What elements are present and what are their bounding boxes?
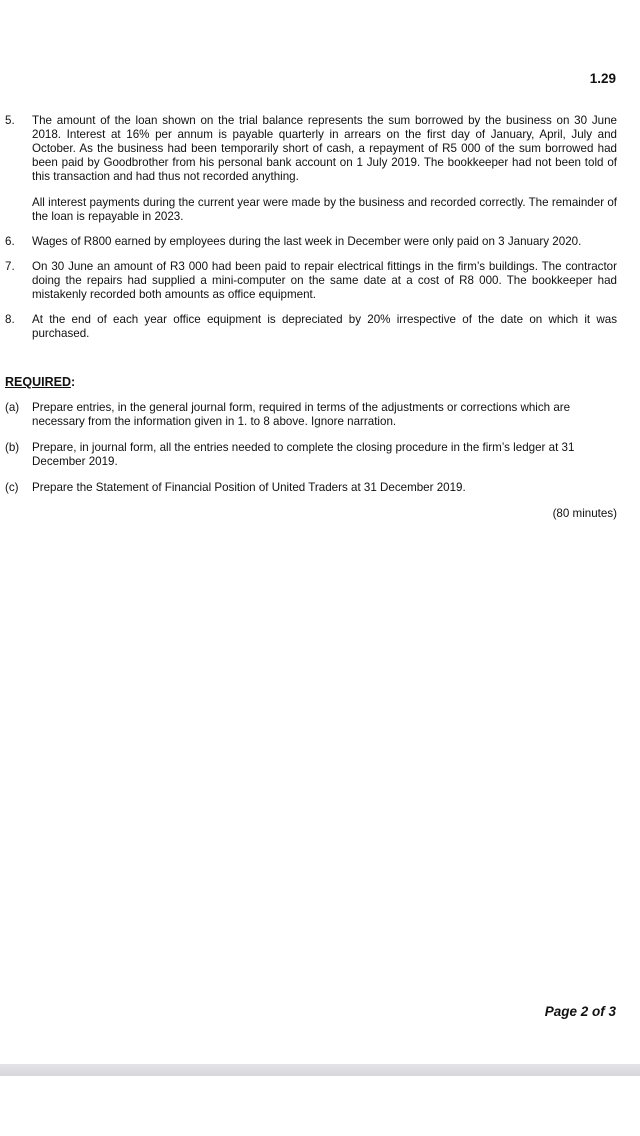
page-number: 1.29 <box>589 71 616 86</box>
item-paragraph: The amount of the loan shown on the trial balance represents the sum borrowed by the business on 30 June 2018. Interest at 16% per annum is payable quarterly in arrears on the first day of January, April, July and October. As the business had been temporarily short of cash, a repayment of R5 000 of the sum borrowed had been paid by Goodbrother from his personal bank account on 1 July 2019. The bookkeeper had not been told of this transaction and had thus not recorded anything. <box>32 114 617 183</box>
item-paragraph: Wages of R800 earned by employees during the last week in December were only paid on 3 January 2020. <box>32 235 582 248</box>
list-item-7 <box>5 260 617 302</box>
item-body <box>32 260 617 302</box>
list-item-5 <box>5 114 617 224</box>
required-heading-text: REQUIRED <box>5 375 71 389</box>
item-paragraph: All interest payments during the current year were made by the business and recorded correctly. The remainder of the loan is repayable in 2023. <box>32 196 617 223</box>
item-body <box>32 235 617 249</box>
item-number: 5. <box>5 114 15 127</box>
item-paragraph: At the end of each year office equipment is depreciated by 20% irrespective of the date on which it was purchased. <box>32 313 617 340</box>
required-item-letter: (b) <box>5 441 20 454</box>
list-item-8 <box>5 313 617 341</box>
duration-label: (80 minutes) <box>552 507 617 520</box>
required-item-text: Prepare entries, in the general journal form, required in terms of the adjustments or corrections which are necessary from the information given in 1. to 8 above. Ignore narration. <box>32 401 571 428</box>
item-number: 8. <box>5 313 15 326</box>
footer-page-label: Page 2 of 3 <box>544 1004 616 1019</box>
required-item-letter: (a) <box>5 401 20 414</box>
required-item-text: Prepare the Statement of Financial Position of United Traders at 31 December 2019. <box>32 481 466 494</box>
required-item-text: Prepare, in journal form, all the entries needed to complete the closing procedure in the firm’s ledger at 31 December 2019. <box>32 441 575 468</box>
item-number: 7. <box>5 260 15 273</box>
item-body <box>32 114 617 224</box>
list-item-6 <box>5 235 617 249</box>
required-heading <box>5 375 617 389</box>
required-item-letter: (c) <box>5 481 19 494</box>
item-body <box>32 313 617 341</box>
item-paragraph: On 30 June an amount of R3 000 had been paid to repair electrical fittings in the firm’s buildings. The contractor doing the repairs had supplied a mini-computer on the same date at a cost of R8 000. The bookkeeper had mistakenly recorded both amounts as office equipment. <box>32 260 617 301</box>
required-heading-colon: : <box>70 375 76 389</box>
required-item-b <box>5 441 617 469</box>
required-item-a <box>5 401 617 429</box>
item-number: 6. <box>5 235 15 248</box>
required-item-c <box>5 481 617 495</box>
document-body <box>5 114 617 521</box>
bottom-divider-bar <box>0 1064 640 1076</box>
